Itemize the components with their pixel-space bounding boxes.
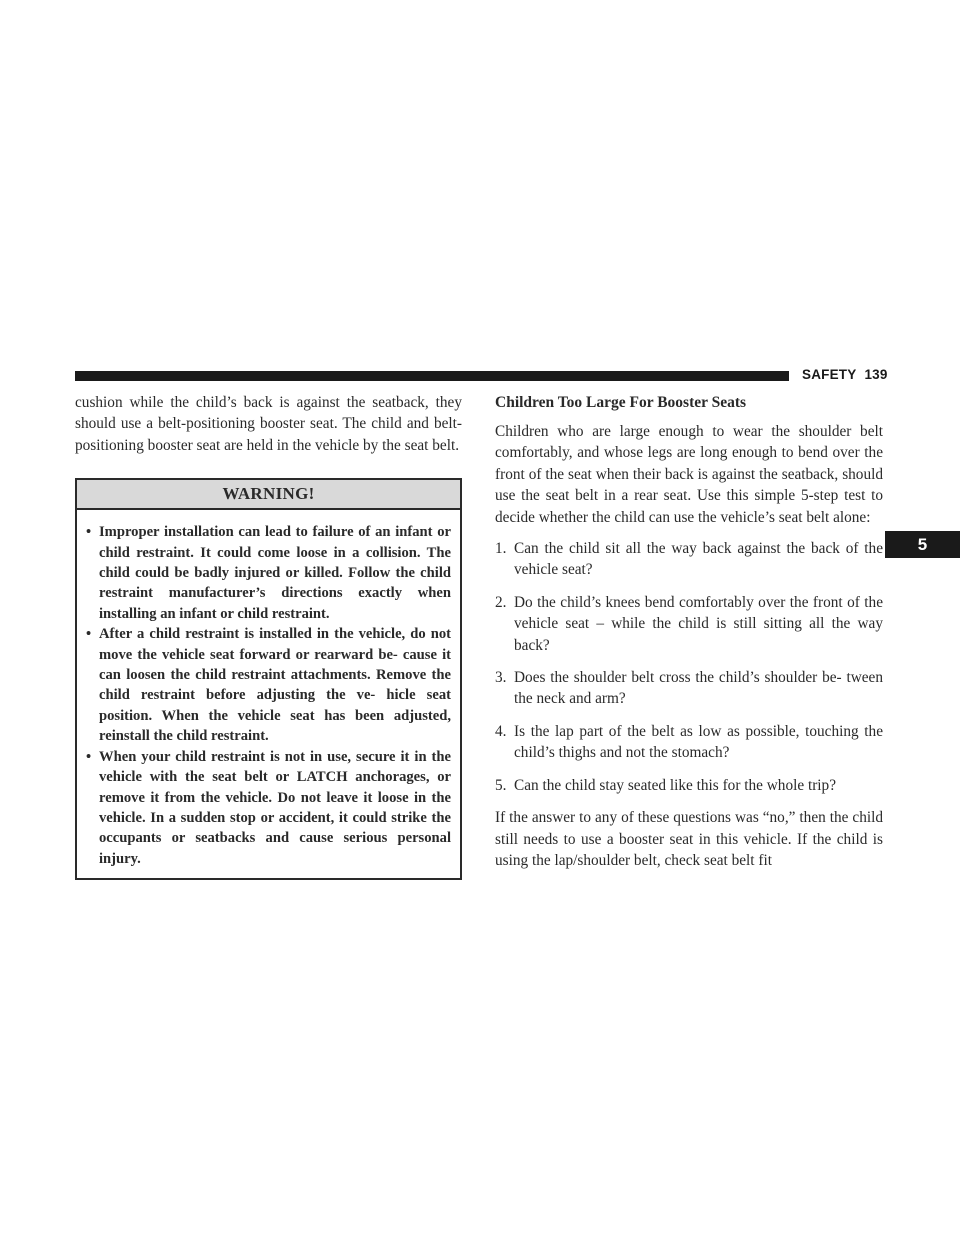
list-item — [495, 538, 883, 581]
page-number: 139 — [864, 367, 888, 382]
step-number: 3. — [495, 669, 507, 687]
list-item — [495, 667, 883, 710]
header-rule — [75, 371, 789, 381]
warning-title: WARNING! — [77, 480, 460, 510]
chapter-tab: 5 — [885, 531, 960, 558]
warning-item — [86, 624, 451, 746]
warning-item-text: When your child restraint is not in use, secure it in the vehicle with the seat belt or LATCH anchorages, or remove it from the vehicle. Do not leave it loose in the vehicle. In a sudden stop or accident, it could strike the occupants or seatbacks and cause serious personal injury. — [99, 748, 451, 867]
step-number: 2. — [495, 593, 507, 611]
running-header — [802, 367, 888, 382]
list-item — [495, 721, 883, 764]
left-column — [75, 392, 462, 880]
warning-item — [86, 522, 451, 624]
step-list — [495, 538, 883, 796]
step-text: Does the shoulder belt cross the child’s shoulder be- tween the neck and arm? — [514, 669, 883, 708]
warning-item-text: Improper installation can lead to failure of an infant or child restraint. It could come loose in a collision. The child could be badly injured or killed. Follow the child restraint manufacturer’s directions exactly when installing an infant or child restraint. — [99, 524, 451, 622]
step-number: 4. — [495, 722, 507, 740]
warning-list — [77, 510, 460, 878]
closing-paragraph: If the answer to any of these questions was “no,” then the child still needs to use a booster seat in this vehicle. If the child is using the lap/shoulder belt, check seat belt fit — [495, 809, 883, 869]
warning-box — [75, 478, 462, 880]
right-intro-paragraph: Children who are large enough to wear the shoulder belt comfortably, and whose legs are long enough to bend over the front of the seat when their back is against the seatback, should use the seat belt in a rear seat. Use this simple 5-step test to decide whether the child can use the vehicle’s seat belt alone: — [495, 423, 883, 526]
list-item — [495, 775, 883, 796]
step-text: Is the lap part of the belt as low as possible, touching the child’s thighs and not the stomach? — [514, 722, 883, 762]
bullet-icon: • — [86, 626, 92, 643]
bullet-icon: • — [86, 524, 92, 541]
bullet-icon: • — [86, 748, 92, 765]
right-column — [495, 392, 883, 881]
section-title: SAFETY — [802, 367, 857, 382]
section-heading: Children Too Large For Booster Seats — [495, 394, 747, 411]
left-intro-paragraph: cushion while the child’s back is against the seatback, they should use a belt-positioning booster seat. The child and belt-positioning booster seat are held in the vehicle by the seat belt. — [75, 394, 462, 454]
step-text: Can the child stay seated like this for the whole trip? — [514, 776, 836, 794]
step-number: 5. — [495, 776, 507, 794]
list-item — [495, 592, 883, 656]
warning-item — [86, 747, 451, 869]
step-text: Can the child sit all the way back against the back of the vehicle seat? — [514, 540, 883, 579]
step-number: 1. — [495, 540, 507, 558]
step-text: Do the child’s knees bend comfortably over the front of the vehicle seat – while the child is still sitting all the way back? — [514, 593, 883, 654]
warning-item-text: After a child restraint is installed in the vehicle, do not move the vehicle seat forward or rearward be- cause it can loosen the child restraint attachments. Remove the child restraint before adjusting the ve- hicle seat position. When the vehicle seat has been adjusted, reinstall the child restraint. — [99, 626, 451, 745]
